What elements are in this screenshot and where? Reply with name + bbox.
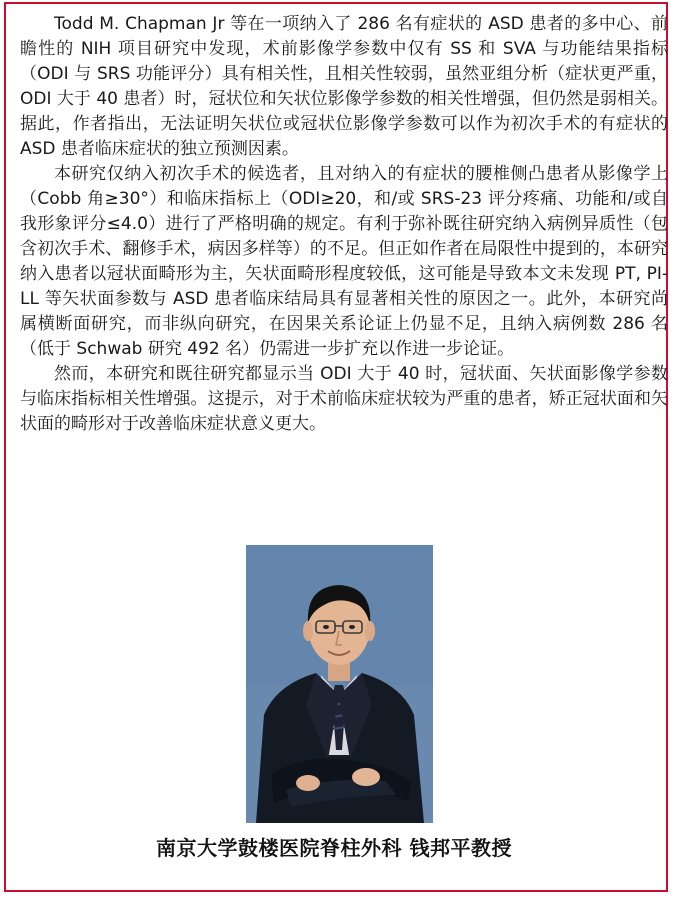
paragraph-1: Todd M. Chapman Jr 等在一项纳入了 286 名有症状的 ASD 患者的多中心、前瞻性的 NIH 项目研究中发现，术前影像学参数中仅有 SS 和 SVA 与功能结果指标（ODI 与 SRS 功能评分）具有相关性，且相关性较弱，虽然亚组分析（症状更严重，ODI 大于 40 患者）时，冠状位和矢状位影像学参数的相关性增强，但仍然是弱相关。据此，作者指出，无法证明矢状位或冠状位影像学参数可以作为初次手术的有症状的 ASD 患者临床症状的独立预测因素。 — [20, 14, 668, 159]
paragraph-2: 本研究仅纳入初次手术的候选者，且对纳入的有症状的腰椎侧凸患者从影像学上（Cobb 角≥30°）和临床指标上（ODI≥20，和/或 SRS-23 评分疼痛、功能和/或自我形象评分≤4.0）进行了严格明确的规定。有利于弥补既往研究纳入病例异质性（包含初次手术、翻修手术，病因多样等）的不足。但正如作者在局限性中提到的，本研究纳入患者以冠状面畸形为主，矢状面畸形程度较低，这可能是导致本文未发现 PT, PI-LL 等矢状面参数与 ASD 患者临床结局具有显著相关性的原因之一。此外，本研究尚属横断面研究，而非纵向研究，在因果关系论证上仍显不足，且纳入病例数 286 名（低于 Schwab 研究 492 名）仍需进一步扩充以作进一步论证。 — [20, 164, 668, 359]
photo-caption: 南京大学鼓楼医院脊柱外科 钱邦平教授 — [156, 836, 512, 860]
paragraph-3: 然而，本研究和既往研究都显示当 ODI 大于 40 时，冠状面、矢状面影像学参数与临床指标相关性增强。这提示，对于术前临床症状较为严重的患者，矫正冠状面和矢状面的畸形对于改善临床症状意义更大。 — [20, 364, 668, 434]
portrait-photo — [246, 545, 433, 823]
article-frame — [4, 2, 668, 892]
article-body — [20, 12, 668, 437]
